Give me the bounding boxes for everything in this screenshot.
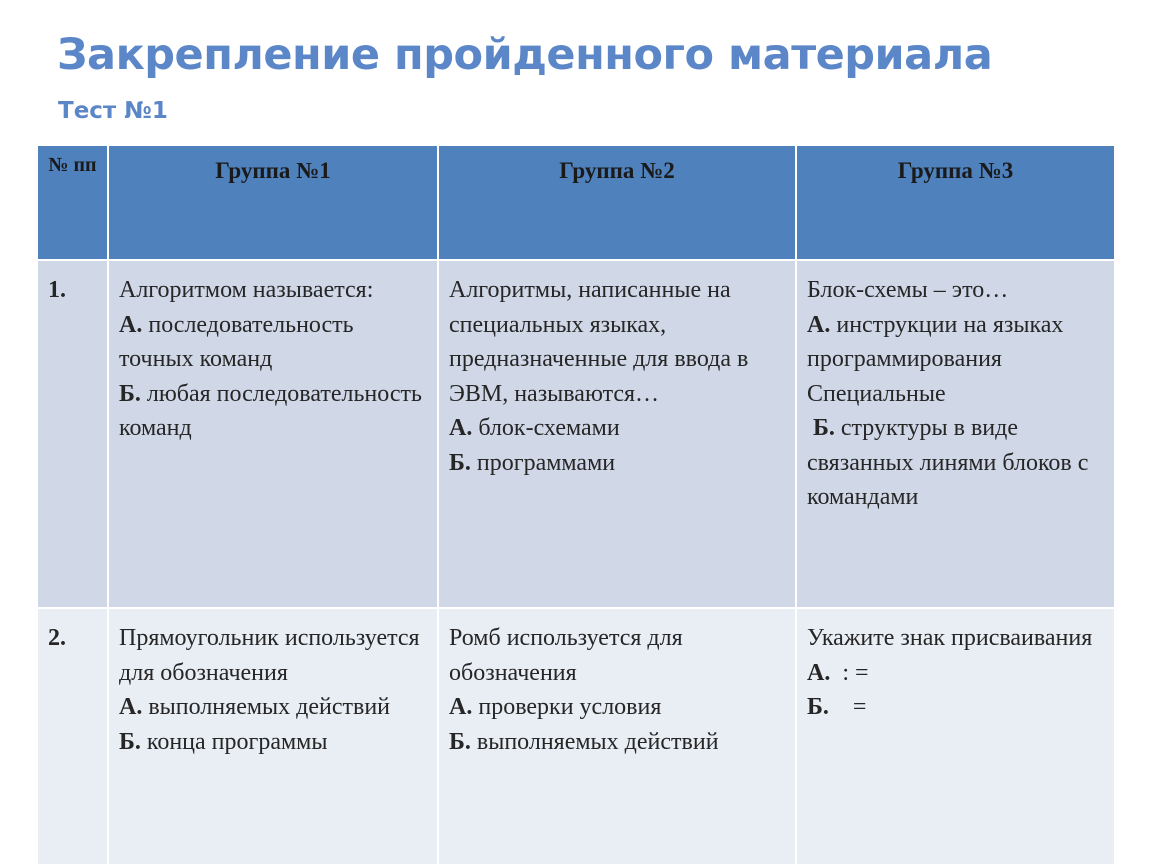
header-group-3: Группа №3: [796, 145, 1115, 260]
option-a-label: А.: [449, 694, 473, 720]
option-a-label: А.: [119, 694, 143, 720]
option-b-label: Б.: [813, 415, 835, 441]
question-text: Прямоугольник используется для обозначения: [119, 625, 420, 686]
option-a-label: А.: [807, 311, 831, 338]
option-a-label: А.: [807, 659, 831, 686]
header-group-1: Группа №1: [108, 145, 438, 260]
slide-title: Закрепление пройденного материала: [57, 30, 993, 80]
option-b-label: Б.: [449, 728, 471, 755]
option-b-text: программами: [476, 449, 616, 476]
option-b-text: конца программы: [146, 728, 328, 755]
option-a-text: блок-схемами: [478, 415, 620, 441]
question-text: Алгоритмом называется:: [119, 277, 374, 303]
option-a-text: выполняемых действий: [148, 694, 391, 720]
question-text: Блок-схемы – это…: [807, 277, 1009, 303]
option-b-label: Б.: [449, 449, 471, 476]
header-group-2: Группа №2: [438, 145, 796, 260]
row-number: 2.: [37, 608, 108, 865]
table-header-row: [37, 145, 1115, 260]
question-text: Ромб используется для обозначения: [449, 625, 683, 686]
table-row: [37, 260, 1115, 608]
option-a-label: А.: [449, 415, 473, 441]
row-number: 1.: [37, 260, 108, 608]
option-b-label: Б.: [119, 380, 141, 407]
slide-subtitle: Тест №1: [58, 98, 168, 124]
header-number: № пп: [37, 145, 108, 260]
table-row: [37, 608, 1115, 865]
cell-question: [796, 608, 1115, 865]
option-a-label: А.: [119, 311, 143, 338]
option-a-text: последовательность точных команд: [119, 311, 354, 372]
cell-question: [796, 260, 1115, 608]
option-b-label: Б.: [119, 728, 141, 755]
quiz-table: [36, 144, 1116, 866]
cell-question: [108, 608, 438, 865]
cell-question: [438, 260, 796, 608]
option-b-label: Б.: [807, 694, 829, 720]
option-b-text: выполняемых действий: [476, 728, 719, 755]
option-b-text: любая последовательность команд: [119, 380, 422, 441]
question-text: Алгоритмы, написанные на специальных языках, предназначенные для ввода в ЭВМ, называются…: [449, 277, 749, 407]
option-b-text: структуры в виде связанных линями блоков с командами: [807, 415, 1089, 510]
question-text: Укажите знак присваивания: [807, 625, 1093, 651]
option-b-text: =: [852, 694, 867, 720]
cell-question: [108, 260, 438, 608]
option-a-text: проверки условия: [478, 694, 662, 720]
option-a-text: инструкции на языках программирования Специальные: [807, 311, 1064, 407]
option-a-text: : =: [842, 659, 869, 686]
cell-question: [438, 608, 796, 865]
